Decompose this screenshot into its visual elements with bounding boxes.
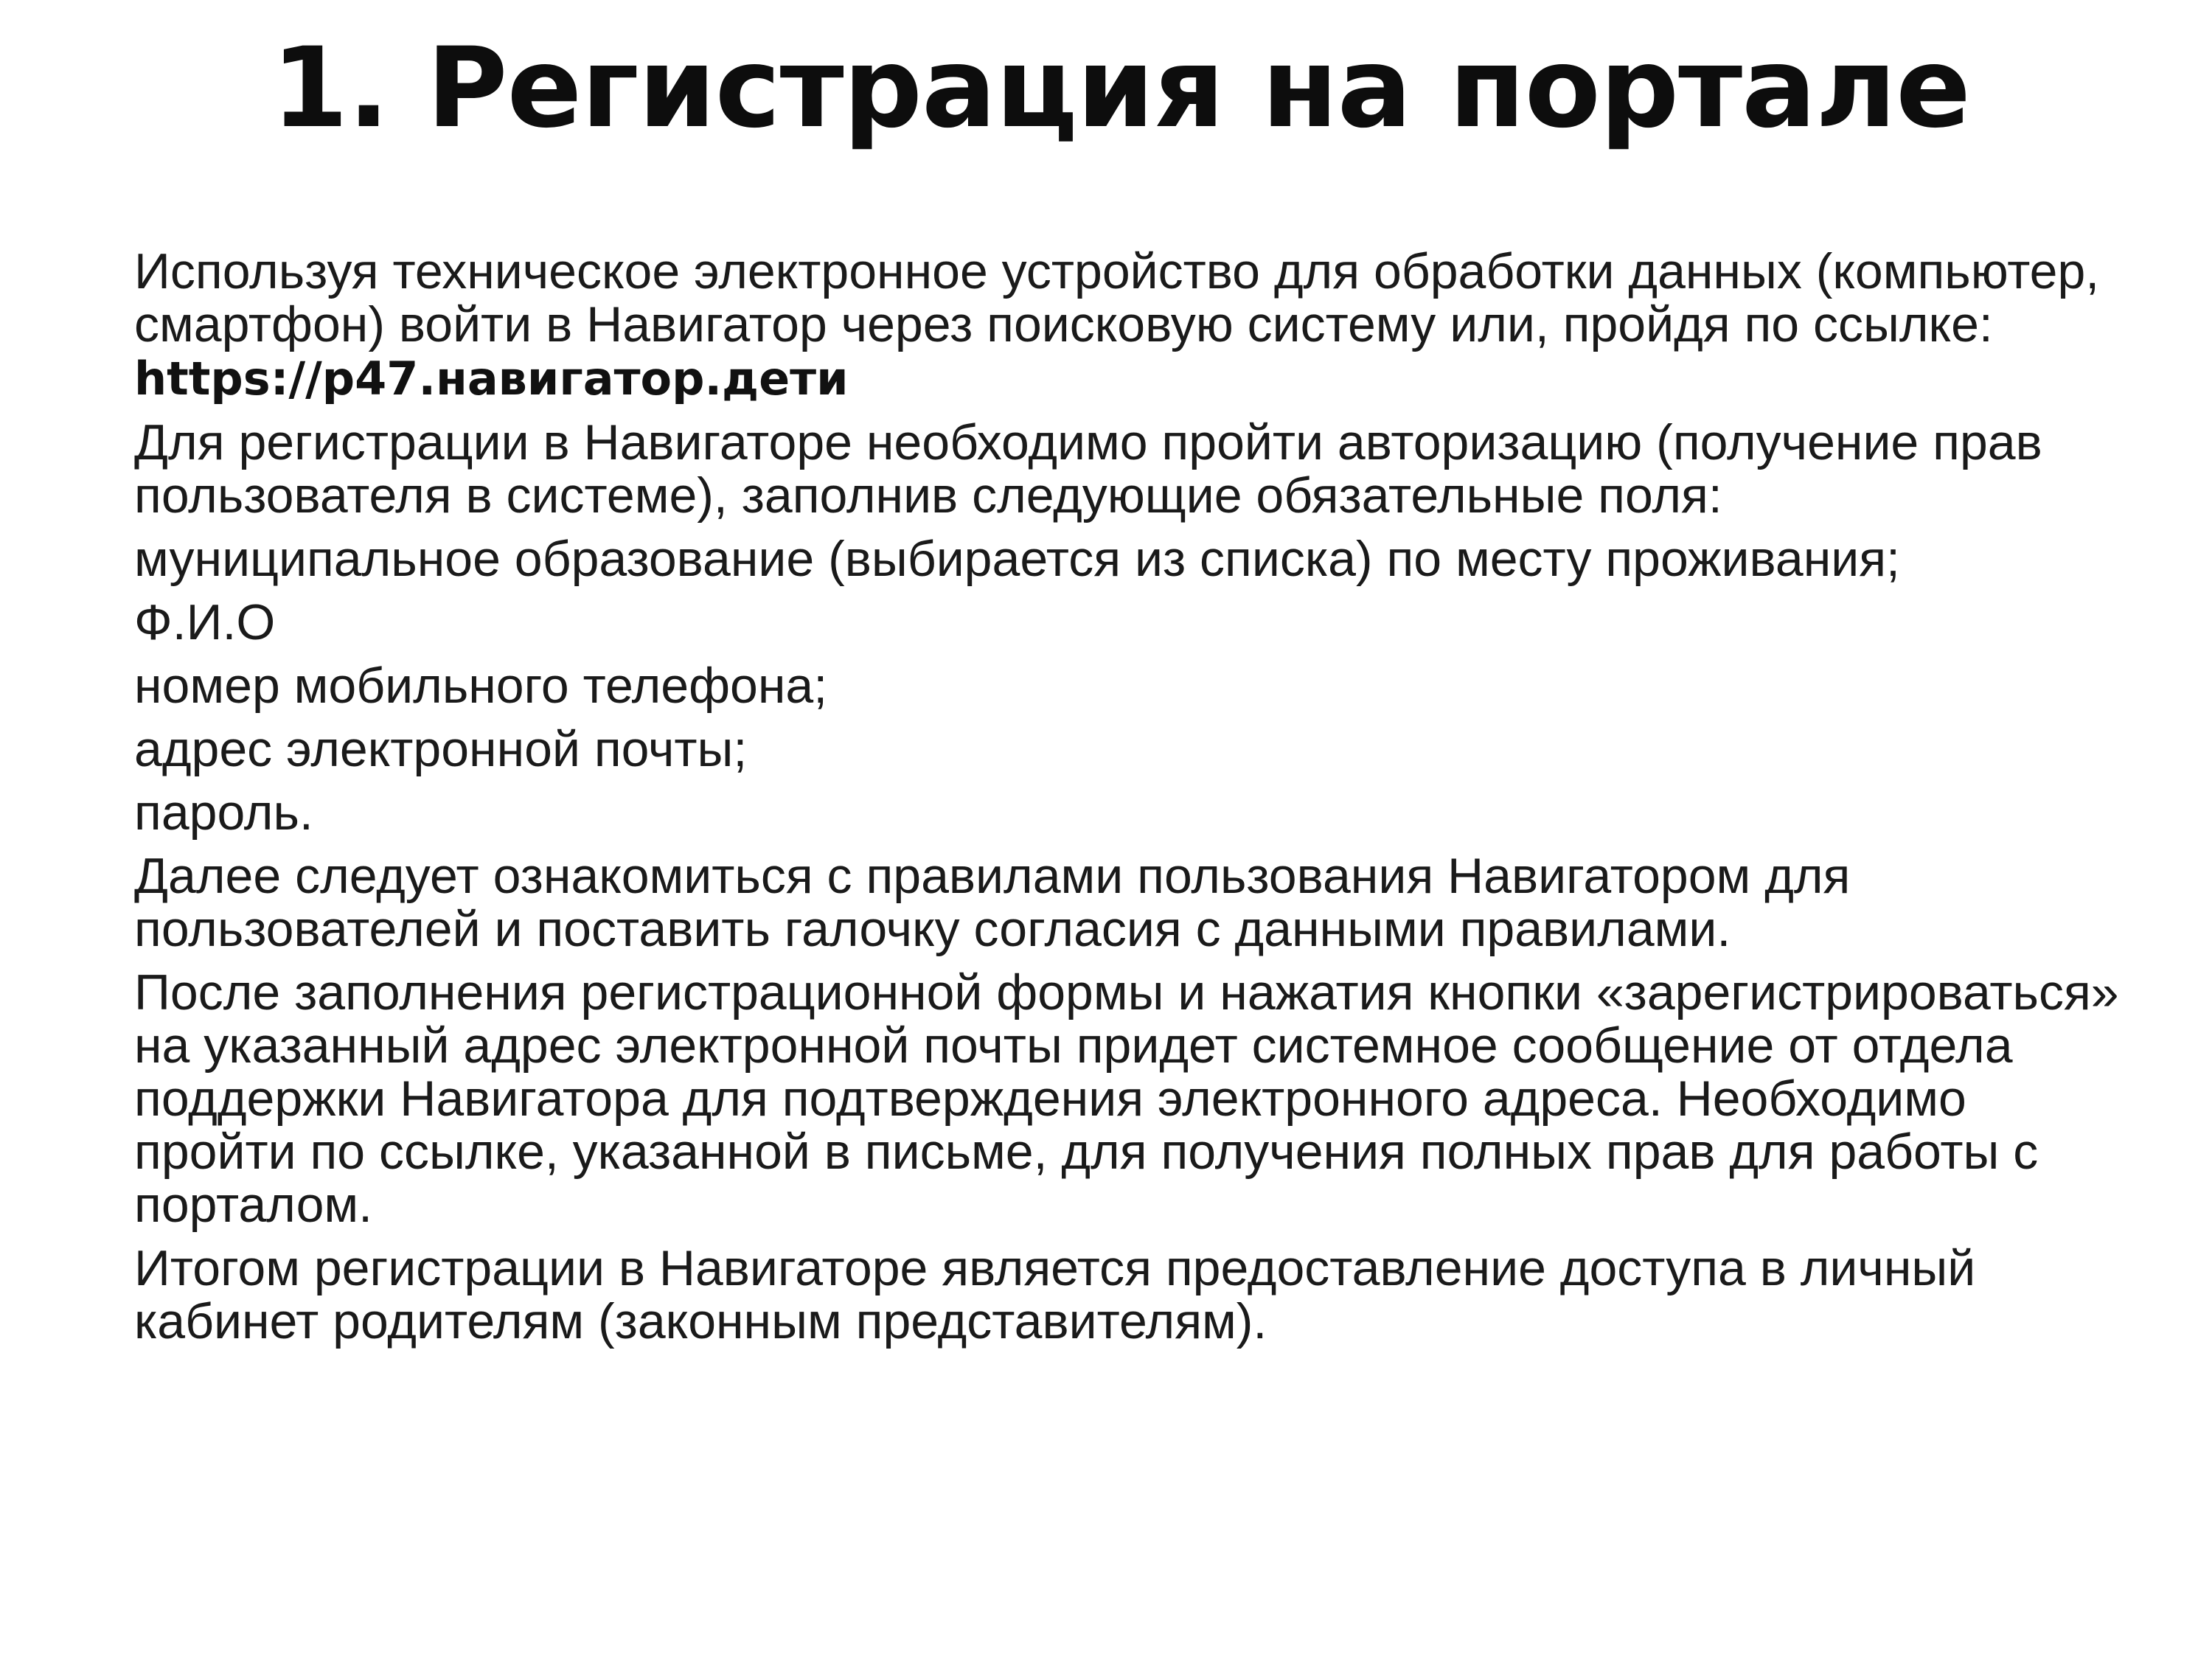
- slide-body: [134, 245, 2125, 1358]
- field-full-name: Ф.И.О: [134, 594, 276, 650]
- slide-title: 1. Регистрация на портале: [271, 24, 1970, 153]
- field-municipality: муниципальное образование (выбирается из списка) по месту проживания;: [134, 531, 1900, 587]
- confirmation-paragraph: После заполнения регистрационной формы и нажатия кнопки «зарегистрироваться» на указанный адрес электронной почты придет системное сообщение от отдела поддержки Навигатора для подтверждения электронного адреса. Необходимо пройти по ссылке, указанной в письме, для получения полных прав для работы с порталом.: [134, 964, 2119, 1233]
- result-paragraph: Итогом регистрации в Навигаторе является предоставление доступа в личный кабинет родителям (законным представителям).: [134, 1240, 1976, 1349]
- authorization-paragraph: Для регистрации в Навигаторе необходимо пройти авторизацию (получение прав пользователя в системе), заполнив следующие обязательные поля:: [134, 414, 2042, 524]
- field-password: пароль.: [134, 785, 313, 841]
- rules-paragraph: Далее следует ознакомиться с правилами пользования Навигатором для пользователей и поставить галочку согласия с данными правилами.: [134, 848, 1851, 957]
- field-phone: номер мобильного телефона;: [134, 658, 828, 714]
- field-email: адрес электронной почты;: [134, 721, 748, 777]
- portal-link[interactable]: https://р47.навигатор.дети: [134, 352, 849, 406]
- intro-text: Используя техническое электронное устройство для обработки данных (компьютер, смартфон) войти в Навигатор через поисковую систему или, пройдя по ссылке:: [134, 243, 2100, 352]
- intro-paragraph: [134, 245, 2125, 406]
